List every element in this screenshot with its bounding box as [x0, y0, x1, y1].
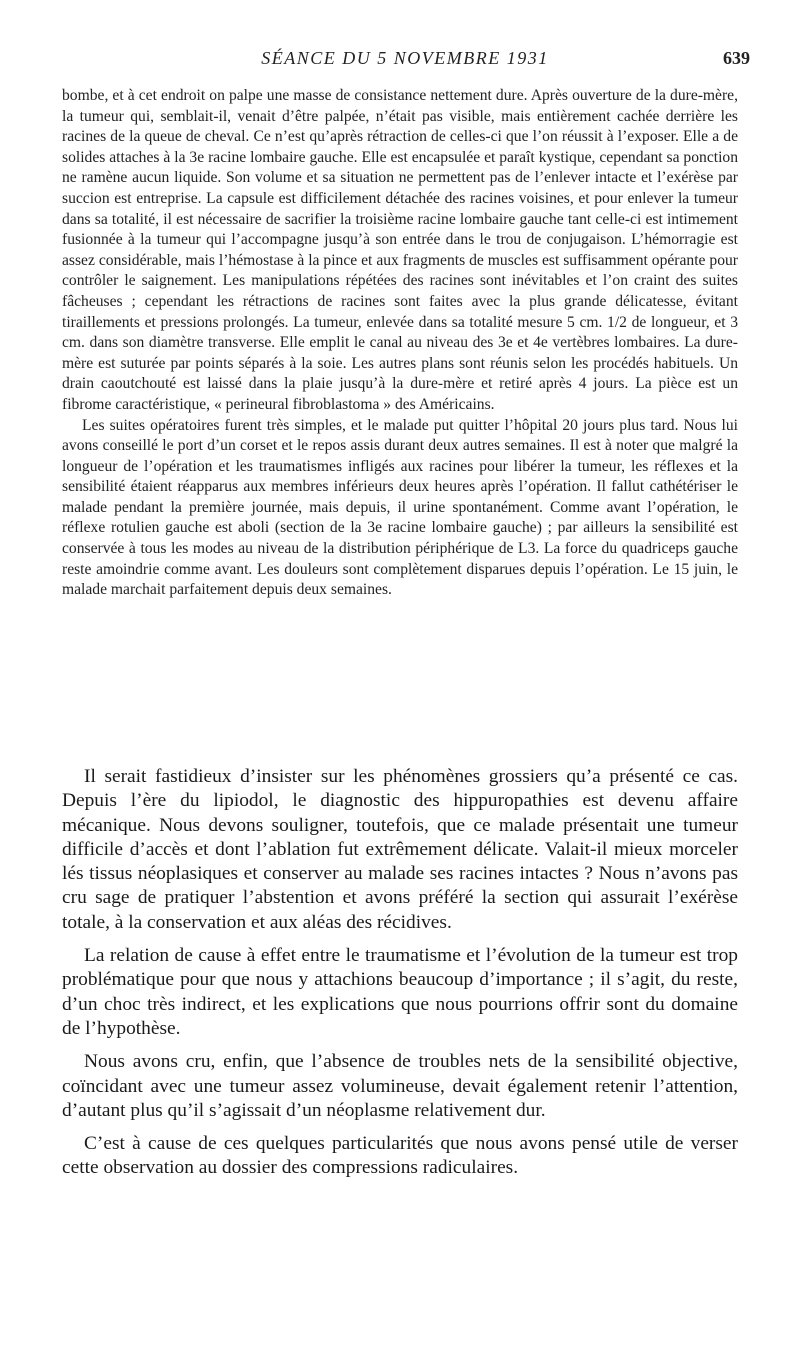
case-paragraph-operation: bombe, et à cet endroit on palpe une masse de consistance nettement dure. Après ouverture de la dure-mère, la tumeur qui, semblait-il, venait d’être palpée, n’était pas visible, mais entièrement cachée derrière les racines de la queue de cheval. Ce n’est qu’après rétraction de celles-ci que l’on réussit à l’exposer. Elle a de solides attaches à la 3e racine lombaire gauche. Elle est encapsulée et paraît kystique, cependant sa ponction ne ramène aucun liquide. Son volume et sa situation ne permettent pas de l’enlever intacte et l’exérèse par succion est entreprise. La capsule est difficilement détachée des racines voisines, et pour enlever la tumeur dans sa totalité, il est nécessaire de sacrifier la troisième racine lombaire gauche tant celle-ci est intimement fusionnée à la tumeur qui l’accompagne jusqu’à son entrée dans le trou de conjugaison. L’hémorragie est assez considérable, mais l’hémostase à la pince et aux fragments de muscles est suffisamment opérante pour contrôler le saignement. Les manipulations répétées des racines sont inévitables et l’on craint des suites fâcheuses ; cependant les rétractions de racines sont faites avec la plus grande délicatesse, évitant tiraillements et pressions prolongés. La tumeur, enlevée dans sa totalité mesure 5 cm. 1/2 de longueur, et 3 cm. dans son diamètre transverse. Elle emplit le canal au niveau des 3e et 4e vertèbres lombaires. La dure-mère est suturée par points séparés à la soie. Les autres plans sont réunis selon les procédés habituels. Un drain caoutchouté est laissé dans la plaie jusqu’à la dure-mère et retiré après 4 jours. La pièce est un fibrome caractéristique, « perineural fibroblastoma » des Américains.: [62, 87, 738, 413]
discussion-paragraph-2: La relation de cause à effet entre le traumatisme et l’évolution de la tumeur est trop problématique pour que nous y attachions beaucoup d’importance ; il s’agit, du reste, d’un choc très indirect, et les explications que nous pourrions offrir sont du domaine de l’hypothèse.: [62, 945, 738, 1039]
running-head: SÉANCE DU 5 NOVEMBRE 1931: [261, 48, 549, 68]
page-header: [60, 48, 750, 72]
discussion-section: [62, 765, 738, 1190]
discussion-paragraph-1: Il serait fastidieux d’insister sur les phénomènes grossiers qu’a présenté ce cas. Depuis l’ère du lipiodol, le diagnostic des hippuropathies est devenu affaire mécanique. Nous devons souligner, toutefois, que ce malade présentait une tumeur difficile d’accès et dont l’ablation fut extrêmement délicate. Valait-il mieux morceler lés tissus néoplasiques et conserver au malade ses racines intactes ? Nous n’avons pas cru sage de pratiquer l’abstention et avons préféré la section qui assurait l’exérèse totale, à la conservation et aux aléas des récidives.: [62, 766, 738, 933]
case-report-section: [62, 86, 738, 601]
discussion-paragraph-4: C’est à cause de ces quelques particularités que nous avons pensé utile de verser cette observation au dossier des compressions radiculaires.: [62, 1133, 738, 1179]
discussion-paragraph-3: Nous avons cru, enfin, que l’absence de troubles nets de la sensibilité objective, coïncidant avec une tumeur assez volumineuse, devait également retenir l’attention, d’autant plus qu’il s’agissait d’un néoplasme relativement dur.: [62, 1051, 738, 1121]
case-paragraph-followup: Les suites opératoires furent très simples, et le malade put quitter l’hôpital 20 jours plus tard. Nous lui avons conseillé le port d’un corset et le repos assis durant deux autres semaines. Il est à noter que malgré la longueur de l’opération et les traumatismes infligés aux racines pour libérer la tumeur, les réflexes et la sensibilité étaient réapparus aux membres inférieurs deux heures après l’opération. Il fallut cathétériser le malade pendant la première journée, mais depuis, il urine spontanément. Comme avant l’opération, le réflexe rotulien gauche est aboli (section de la 3e racine lombaire gauche) ; par ailleurs la sensibilité est conservée à tous les modes au niveau de la distribution périphérique de L3. La force du quadriceps gauche reste amoindrie comme avant. Les douleurs sont complètement disparues depuis l’opération. Le 15 juin, le malade marchait parfaitement depuis deux semaines.: [62, 416, 738, 599]
page-number: 639: [723, 48, 750, 68]
